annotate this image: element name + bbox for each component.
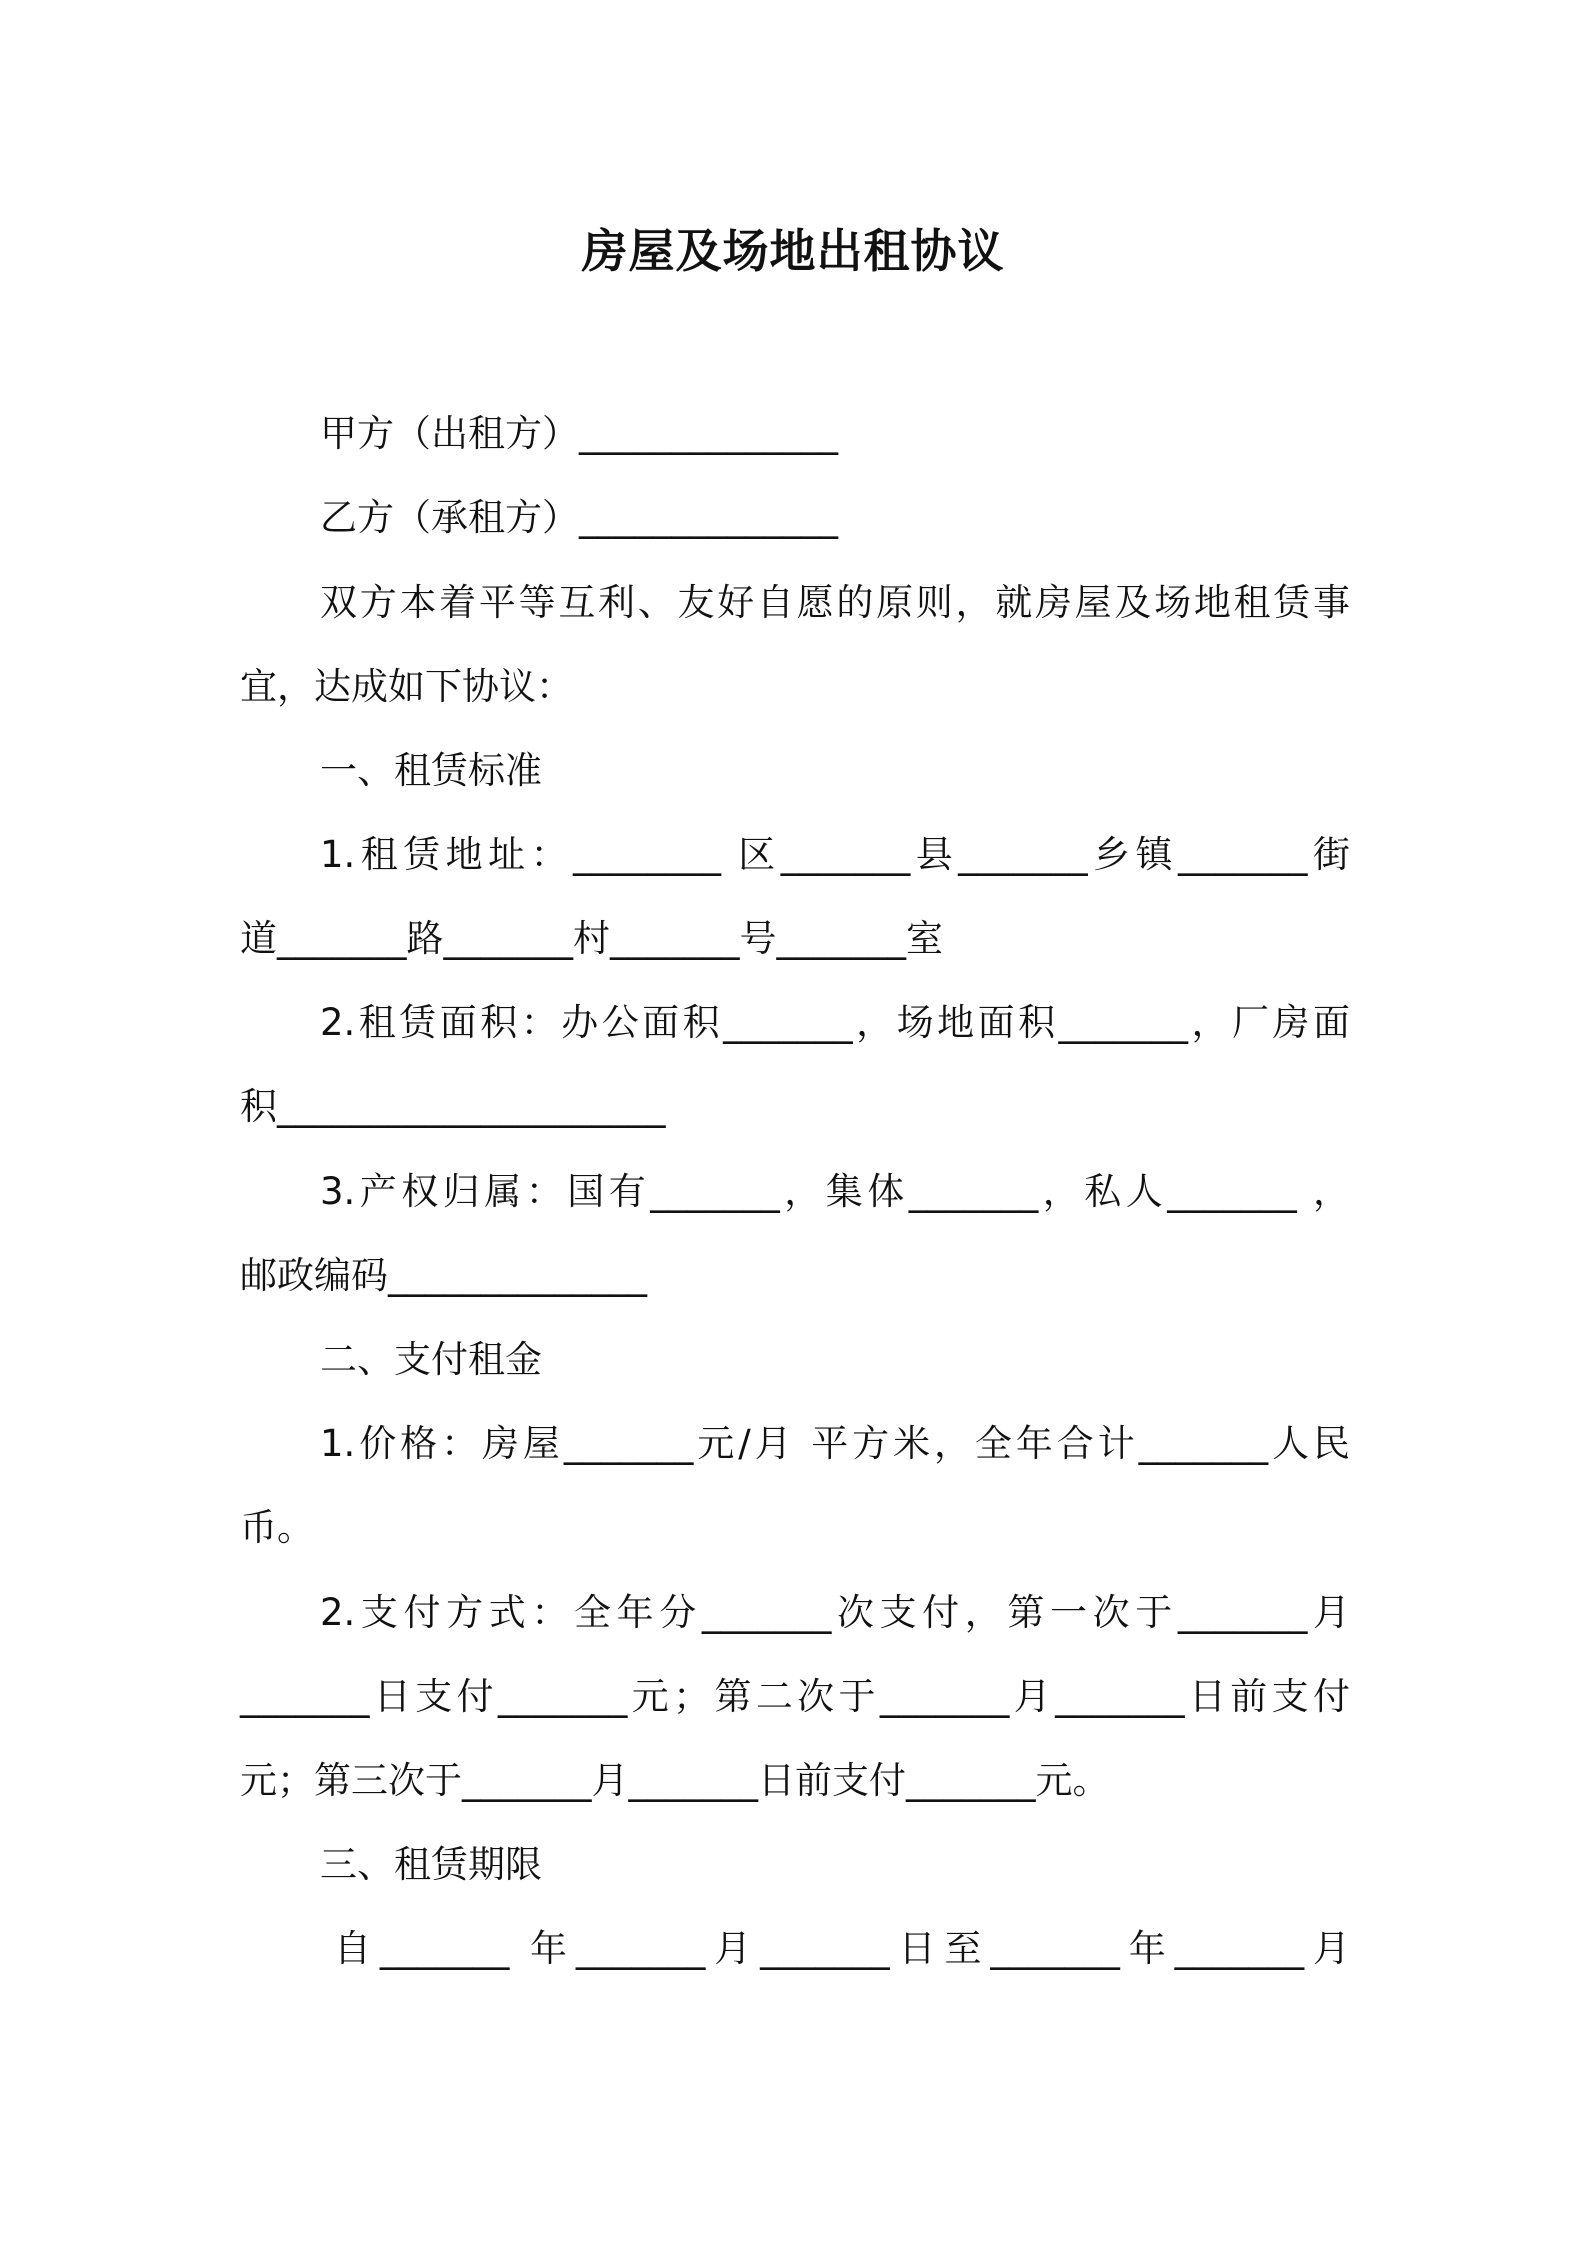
section-1-heading: 一、租赁标准 <box>320 749 542 792</box>
intro-paragraph-line-2: 宜，达成如下协议： <box>240 665 573 708</box>
clause-2-2-line-3: 元；第三次于_______月_______日前支付_______元。 <box>240 1759 1110 1802</box>
section-3-heading: 三、租赁期限 <box>320 1843 542 1886</box>
clause-2-2-line-2: _______日支付_______元；第二次于_______月_______日前支付 <box>240 1675 1350 1718</box>
party-a-line: 甲方（出租方）______________ <box>320 412 838 455</box>
clause-1-3-line-1: 3.产权归属：国有_______，集体_______，私人_______ ， <box>320 1170 1350 1213</box>
clause-2-1-line-2: 币。 <box>240 1506 314 1549</box>
clause-2-1-line-1: 1.价格：房屋_______元/月 平方米，全年合计_______人民 <box>320 1422 1350 1465</box>
clause-1-1-line-1: 1.租赁地址：________ 区_______县_______乡镇_______街 <box>320 833 1350 876</box>
clause-1-3-line-2: 邮政编码______________ <box>240 1254 647 1297</box>
intro-paragraph-line-1: 双方本着平等互利、友好自愿的原则，就房屋及场地租赁事 <box>320 581 1350 624</box>
document-title: 房屋及场地出租协议 <box>581 224 1005 278</box>
clause-1-1-line-2: 道_______路_______村_______号_______室 <box>240 917 943 960</box>
clause-1-2-line-2: 积_____________________ <box>240 1085 666 1128</box>
term-line: 自_______ 年_______月_______日至_______年_______月 <box>334 1927 1350 1970</box>
section-2-heading: 二、支付租金 <box>320 1338 542 1381</box>
clause-2-2-line-1: 2.支付方式：全年分_______次支付，第一次于_______月 <box>320 1591 1350 1634</box>
clause-1-2-line-1: 2.租赁面积：办公面积_______，场地面积_______，厂房面 <box>320 1001 1350 1044</box>
party-b-line: 乙方（承租方）______________ <box>320 496 838 539</box>
